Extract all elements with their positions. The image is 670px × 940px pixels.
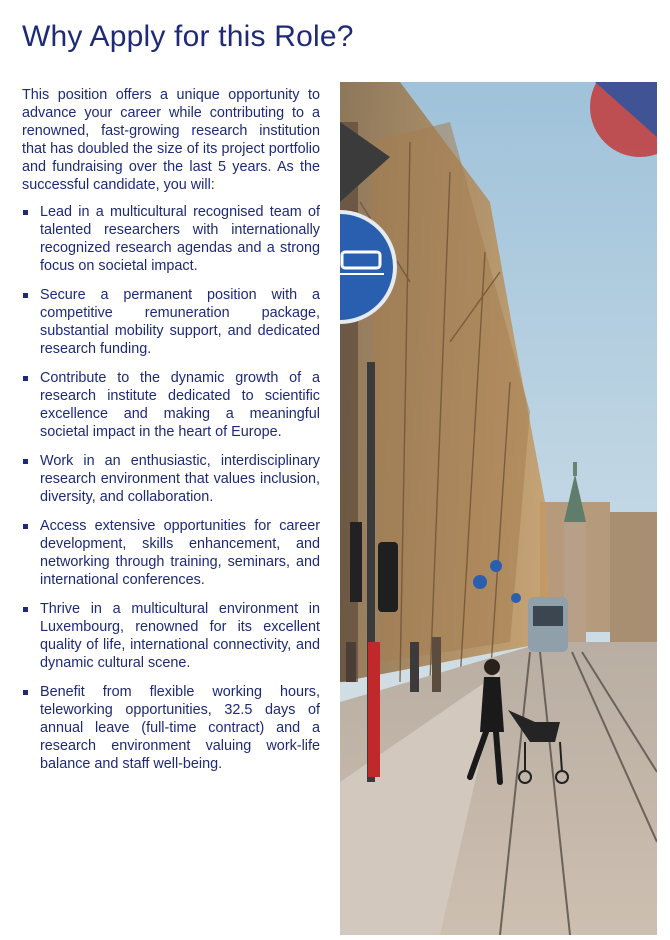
square-bullet-icon: [23, 607, 28, 612]
benefit-text: Lead in a multicultural recognised team of talented researchers with internationally recognized research agendas and a strong focus on societal impact.: [40, 204, 320, 274]
benefit-text: Work in an enthusiastic, interdisciplinary research environment that values inclusion, diversity, and collaboration.: [40, 453, 320, 505]
benefit-text: Benefit from flexible working hours, teleworking opportunities, 32.5 days of annual leave (full-time contract) and a research environment valuing work-life balance and staff well-being.: [40, 684, 320, 772]
benefit-text: Access extensive opportunities for career development, skills enhancement, and networking through training, seminars, and international conferences.: [40, 518, 320, 588]
benefit-text: Thrive in a multicultural environment in Luxembourg, renowned for its excellent quality of life, international connectivity, and dynamic cultural scene.: [40, 601, 320, 671]
list-item: [22, 203, 320, 275]
street-photo: [340, 82, 657, 935]
benefit-text: Secure a permanent position with a competitive remuneration package, substantial mobility support, and dedicated research funding.: [40, 287, 320, 357]
list-item: [22, 369, 320, 441]
square-bullet-icon: [23, 376, 28, 381]
list-item: [22, 600, 320, 672]
traffic-light: [378, 542, 398, 612]
page-title: Why Apply for this Role?: [22, 20, 354, 53]
list-item: [22, 286, 320, 358]
street-scene-illustration: [340, 82, 657, 935]
list-item: [22, 683, 320, 773]
square-bullet-icon: [23, 524, 28, 529]
square-bullet-icon: [23, 459, 28, 464]
text-column: [22, 86, 320, 784]
red-post: [368, 642, 380, 777]
benefit-text: Contribute to the dynamic growth of a research institute dedicated to scientific excellence and making a meaningful societal impact in the heart of Europe.: [40, 370, 320, 440]
intro-paragraph: This position offers a unique opportunity to advance your career while contributing to a renowned, fast-growing research institution that has doubled the size of its project portfolio and fundraising over the last 5 years. As the successful candidate, you will:: [22, 87, 320, 193]
square-bullet-icon: [23, 210, 28, 215]
square-bullet-icon: [23, 690, 28, 695]
list-item: [22, 452, 320, 506]
square-bullet-icon: [23, 293, 28, 298]
building: [610, 512, 657, 642]
benefits-list: [22, 203, 320, 773]
list-item: [22, 517, 320, 589]
